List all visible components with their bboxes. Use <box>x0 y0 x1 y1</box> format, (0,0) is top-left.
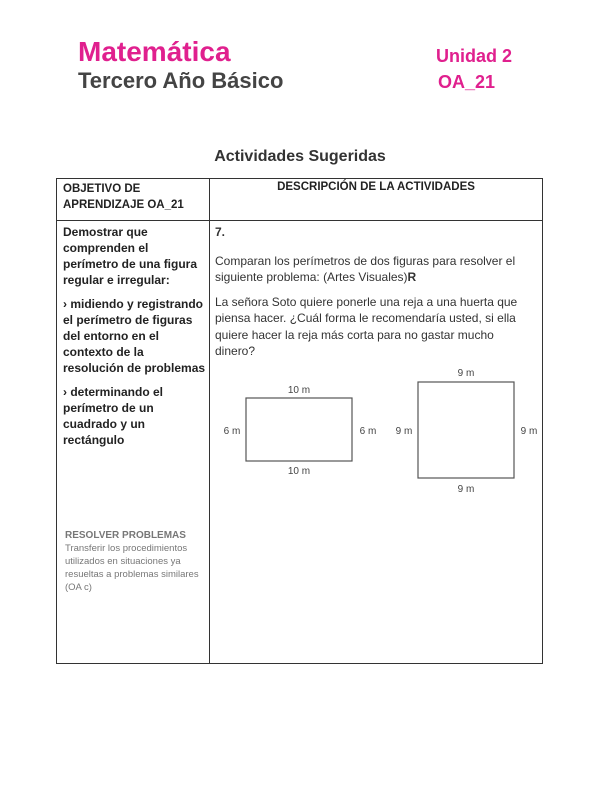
square-bottom-label: 9 m <box>457 484 475 495</box>
square-left-label: 9 m <box>395 426 413 437</box>
course-title: Tercero Año Básico <box>78 68 284 93</box>
resolver-text: Transferir los procedimientos utilizados en situaciones ya resueltas a problemas similares (OA c) <box>65 543 199 593</box>
activity-number: 7. <box>215 225 226 239</box>
objective-intro: Demostrar que comprenden el perímetro de una figura regular e irregular: <box>63 225 198 287</box>
square-figure <box>418 382 514 478</box>
activity-mark: R <box>407 270 417 284</box>
square-right-label: 9 m <box>520 426 538 437</box>
rectangle-figure <box>246 398 352 461</box>
activities-table <box>56 178 543 664</box>
rectangle-right-label: 6 m <box>359 426 377 437</box>
square-top-label: 9 m <box>457 368 475 379</box>
activity-paragraph-1-text: Comparan los perímetros de dos figuras para resolver el siguiente problema: (Artes Visuales) <box>215 253 516 284</box>
resolver-title: RESOLVER PROBLEMAS <box>65 530 186 541</box>
description-column-header: DESCRIPCIÓN DE LA ACTIVIDADES <box>277 181 475 193</box>
rectangle-top-label: 10 m <box>287 385 311 396</box>
objective-bullet-perimeter: › determinando el perímetro de un cuadrado y un rectángulo <box>63 385 164 447</box>
section-title: Actividades Sugeridas <box>214 148 386 165</box>
oa-label: OA_21 <box>438 72 496 92</box>
unit-label: Unidad 2 <box>436 46 513 66</box>
objective-column-header: OBJETIVO DE APRENDIZAJE OA_21 <box>63 183 184 211</box>
rectangle-bottom-label: 10 m <box>287 466 311 477</box>
activity-paragraph-2: La señora Soto quiere ponerle una reja a una huerta que piensa hacer. ¿Cuál forma le recomendaría usted, si ella quiere hacer la reja más corta para no gastar mucho dinero? <box>215 294 518 358</box>
figures <box>57 179 544 665</box>
objective-bullet-measuring: › midiendo y registrando el perímetro de figuras del entorno en el contexto de la resolución de problemas <box>63 297 206 375</box>
rectangle-left-label: 6 m <box>223 426 241 437</box>
subject-title: Matemática <box>78 36 231 67</box>
